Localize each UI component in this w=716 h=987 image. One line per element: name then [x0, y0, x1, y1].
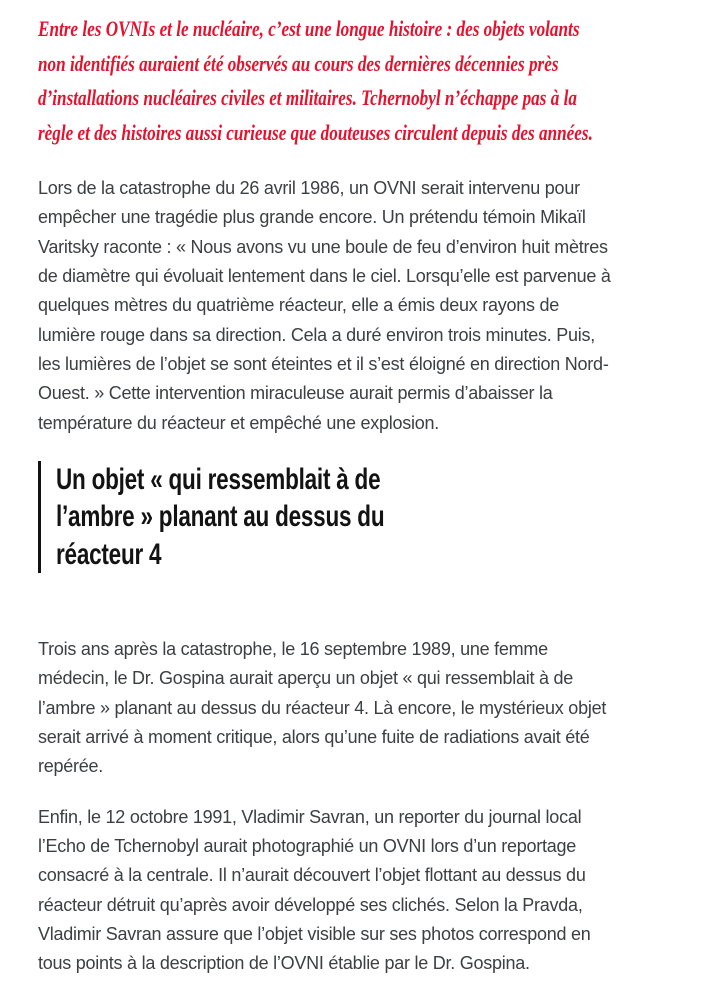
- intro-line: non identifiés auraient été observés au cours des dernières décennies près: [38, 50, 559, 76]
- text-line: tous points à la description de l’OVNI établie par le Dr. Gospina.: [38, 953, 530, 974]
- intro-line: d’installations nucléaires civiles et militaires. Tchernobyl n’échappe pas à la: [38, 85, 577, 110]
- paragraph-2: [38, 635, 678, 782]
- text-line: serait arrivé à moment critique, alors qu’une fuite de radiations avait été: [38, 727, 590, 748]
- text-line: réacteur détruit qu’après avoir développé ses clichés. Selon la Pravda,: [38, 894, 583, 915]
- paragraph-1: [38, 174, 678, 438]
- text-line: Lors de la catastrophe du 26 avril 1986, un OVNI serait intervenu pour: [38, 178, 580, 198]
- text-line: Vladimir Savran assure que l’objet visible sur ses photos correspond en: [38, 924, 591, 945]
- heading-line: réacteur 4: [56, 537, 162, 571]
- text-line: les lumières de l’objet se sont éteintes et il s’est éloigné en direction Nord-: [38, 354, 609, 375]
- text-line: Enfin, le 12 octobre 1991, Vladimir Savran, un reporter du journal local: [38, 806, 582, 827]
- text-line: de diamètre qui évoluait lentement dans le ciel. Lorsqu’elle est parvenue à: [38, 266, 611, 287]
- text-line: l’ambre » planant au dessus du réacteur 4. Là encore, le mystérieux objet: [38, 697, 607, 718]
- heading-line: Un objet « qui ressemblait à de: [56, 463, 381, 497]
- intro-line: Entre les OVNIs et le nucléaire, c’est une longue histoire : des objets volants: [38, 16, 580, 41]
- text-line: Trois ans après la catastrophe, le 16 septembre 1989, une femme: [38, 638, 548, 659]
- text-line: l’Echo de Tchernobyl aurait photographié un OVNI lors d’un reportage: [38, 836, 577, 857]
- text-line: quelques mètres du quatrième réacteur, elle a émis deux rayons de: [38, 295, 560, 316]
- paragraph-3: [38, 803, 678, 979]
- section-heading: [38, 461, 678, 573]
- text-line: Ouest. » Cette intervention miraculeuse aurait permis d’abaisser la: [38, 383, 553, 404]
- text-line: Varitsky raconte : « Nous avons vu une boule de feu d’environ huit mètres: [38, 236, 608, 257]
- text-line: température du réacteur et empêché une explosion.: [38, 412, 440, 433]
- intro-line: règle et des histoires aussi curieuse que douteuses circulent depuis des années.: [38, 119, 593, 145]
- text-line: repérée.: [38, 756, 104, 777]
- text-line: empêcher une tragédie plus grande encore. Un prétendu témoin Mikaïl: [38, 207, 586, 228]
- text-line: lumière rouge dans sa direction. Cela a duré environ trois minutes. Puis,: [38, 324, 596, 345]
- heading-line: l’ambre » planant au dessus du: [56, 500, 385, 534]
- text-line: consacré à la centrale. Il n’aurait découvert l’objet flottant au dessus du: [38, 865, 586, 886]
- text-line: médecin, le Dr. Gospina aurait aperçu un objet « qui ressemblait à de: [38, 668, 574, 689]
- intro-paragraph: [38, 12, 678, 150]
